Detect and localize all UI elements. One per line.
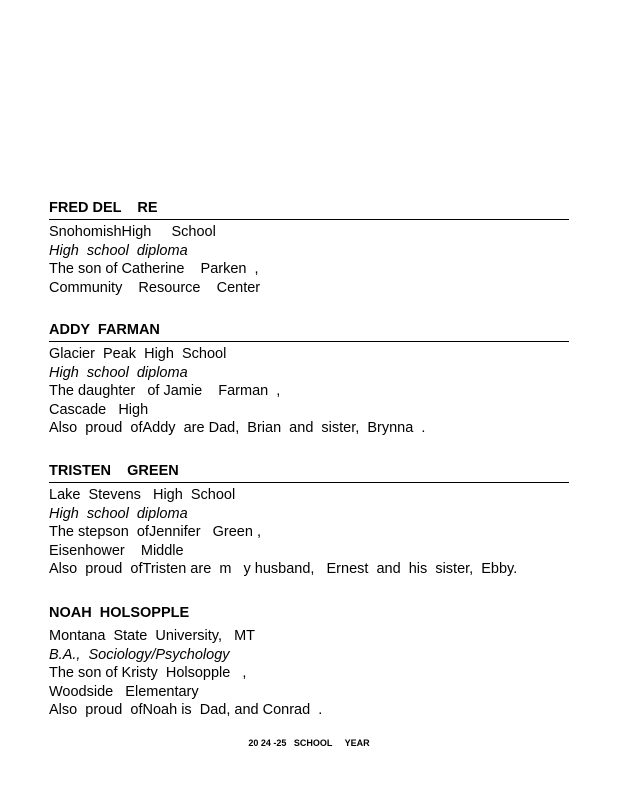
entry-workplace: Cascade High — [49, 401, 149, 418]
entry-name: ADDY FARMAN — [49, 322, 569, 342]
entry-note: Also proud ofNoah is Dad, and Conrad . — [49, 702, 323, 718]
entry-workplace: Eisenhower Middle — [49, 542, 184, 559]
entry-relation: The son of Catherine Parken , — [49, 261, 259, 277]
entry-fred — [49, 200, 569, 297]
entry-relation: The son of Kristy Holsopple , — [49, 665, 247, 681]
entry-name: NOAH HOLSOPPLE — [49, 605, 190, 621]
entry-workplace: Community Resource Center — [49, 279, 261, 296]
entry-degree: High school diploma — [49, 505, 188, 522]
entry-noah — [49, 605, 569, 720]
page-footer: 20 24 -25 SCHOOL YEAR — [248, 738, 370, 748]
entry-degree: High school diploma — [49, 242, 188, 259]
entry-degree: High school diploma — [49, 364, 188, 381]
entry-addy — [49, 322, 569, 438]
entry-note: Also proud ofAddy are Dad, Brian and sister, Brynna . — [49, 420, 426, 436]
entry-name: TRISTEN GREEN — [49, 463, 569, 483]
entry-school: SnohomishHigh School — [49, 224, 216, 240]
entry-school: Lake Stevens High School — [49, 487, 236, 503]
entry-relation: The daughter of Jamie Farman , — [49, 383, 281, 399]
entry-school: Montana State University, MT — [49, 628, 256, 644]
entry-tristen — [49, 463, 569, 579]
entry-relation: The stepson ofJennifer Green , — [49, 524, 261, 540]
entry-degree: B.A., Sociology/Psychology — [49, 646, 230, 663]
entry-name: FRED DEL RE — [49, 200, 569, 220]
entry-school: Glacier Peak High School — [49, 346, 227, 362]
entry-workplace: Woodside Elementary — [49, 683, 199, 700]
entry-note: Also proud ofTristen are m y husband, Ernest and his sister, Ebby. — [49, 561, 518, 577]
